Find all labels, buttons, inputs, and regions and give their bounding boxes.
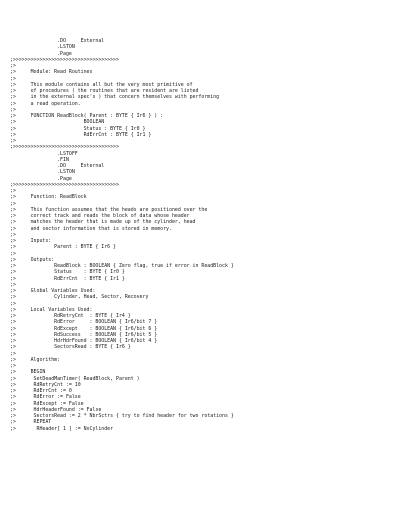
listing-line: .DO External: [10, 163, 105, 169]
listing-line: ;> RdErrCnt : BYTE { Ir1 }: [10, 131, 152, 138]
listing-line: ;> RdError : BOOLEAN { Ir6/bit 7 }: [10, 319, 158, 326]
listing-line: ;> RdError := False: [10, 394, 81, 401]
listing-line: ;> Local Variables Used:: [10, 306, 93, 313]
listing-line: ;>: [10, 231, 16, 238]
listing-line: ;> RHeader[ 1 ] := NxCylinder: [10, 425, 114, 432]
listing-line: ;> correct track and reads the block of data whose header: [10, 213, 190, 219]
listing-line: ;>: [10, 281, 16, 288]
listing-line: ;> RdRetryCnt := 10: [10, 381, 81, 388]
listing-line: ;> SetDeadManTimer( ReadBlock, Parent ): [10, 375, 140, 382]
listing-line: ;>: [10, 138, 16, 144]
listing-line: ;> matches the header that is made up of the cylinder, head: [10, 219, 196, 226]
listing-line: ;> ReadBlock : BOOLEAN { Zero flag, true if error in ReadBlock }: [10, 263, 234, 269]
listing-line: ;>: [10, 250, 16, 257]
listing-line: .LSTON: [10, 169, 75, 176]
listing-line: ;> Algorithm:: [10, 356, 61, 363]
listing-line: ;> Outputs:: [10, 256, 55, 263]
listing-line: ;>: [10, 75, 16, 82]
listing-line: ;> and sector information that is stored in memory.: [10, 225, 172, 232]
listing-line: ;> REPEAT: [10, 419, 52, 426]
listing-line: ;> RdErrCnt := 0: [10, 388, 72, 394]
listing-line: ;>: [10, 63, 16, 69]
listing-line: ;>: [10, 200, 16, 207]
listing-line: ;>: [10, 106, 16, 113]
listing-line: ;> FUNCTION ReadBlock( Parent : BYTE { Ir6 } ) :: [10, 113, 164, 119]
listing-line: ;>: [10, 300, 16, 307]
listing-line: ;> RdSuccess : BOOLEAN { Ir6/bit 5 }: [10, 331, 158, 338]
listing-line: ;> Function: ReadBlock: [10, 194, 87, 201]
listing-line: ;> HdrHdrFound : BOOLEAN { Ir6/bit 4 }: [10, 338, 158, 344]
listing-line: ;> Module: Read Routines: [10, 69, 93, 76]
listing-line: ;>>>>>>>>>>>>>>>>>>>>>>>>>>>>>>>>>>>>: [10, 181, 119, 188]
listing-line: ;> RdRetryCnt : BYTE { Ir4 }: [10, 313, 131, 319]
listing-line: .LSTOFF: [10, 150, 78, 157]
listing-line: ;>>>>>>>>>>>>>>>>>>>>>>>>>>>>>>>>>>>>: [10, 56, 119, 63]
listing-line: ;>: [10, 188, 16, 194]
listing-line: ;> Cylinder, Head, Sector, Recovery: [10, 294, 149, 301]
listing-line: ;> SectorsRead : BYTE { Ir6 }: [10, 344, 131, 351]
listing-line: ;> Status : BYTE { Ir0 }: [10, 269, 125, 276]
listing-line: ;> RdExcept : BOOLEAN { Ir6/bit 6 }: [10, 325, 158, 332]
listing-line: ;> This module contains all but the very most primitive of: [10, 81, 193, 88]
listing-line: .Page: [10, 175, 72, 182]
listing-line: ;> RdExcept := False: [10, 400, 84, 407]
listing-line: ;> of procedures ( the routines that are resident are listed: [10, 88, 199, 94]
listing-line: .FIN: [10, 156, 69, 163]
listing-line: ;> This function assumes that the heads are positioned over the: [10, 206, 208, 213]
listing-line: ;> Status : BYTE { Ir0 }: [10, 125, 146, 132]
listing-line: ;> a read operation.: [10, 100, 81, 107]
listing-line: ;> SectorsRead := 2 * NbrSctrs { try to find header for two rotations }: [10, 413, 234, 419]
listing-line: ;> HdrHeaderFound := False: [10, 406, 102, 413]
listing-line: ;>: [10, 363, 16, 369]
listing-line: .Page: [10, 50, 72, 57]
listing-line: ;> RdErrCnt : BYTE { Ir1 }: [10, 275, 125, 282]
listing-line: ;> Global Variables Used:: [10, 288, 96, 294]
listing-line: ;> BEGIN: [10, 369, 46, 376]
listing-line: ;>: [10, 350, 16, 357]
listing-line: .DO External: [10, 38, 105, 44]
listing-line: .LSTON: [10, 44, 75, 51]
listing-line: ;> Inputs:: [10, 238, 52, 244]
listing-line: ;> in the external spec's ) that concern themselves with performing: [10, 94, 220, 101]
listing-line: ;>>>>>>>>>>>>>>>>>>>>>>>>>>>>>>>>>>>>: [10, 144, 119, 151]
code-listing: [10, 38, 394, 432]
listing-line: ;> Parent : BYTE { Ir6 }: [10, 244, 116, 251]
listing-line: ;> BOOLEAN: [10, 119, 105, 126]
